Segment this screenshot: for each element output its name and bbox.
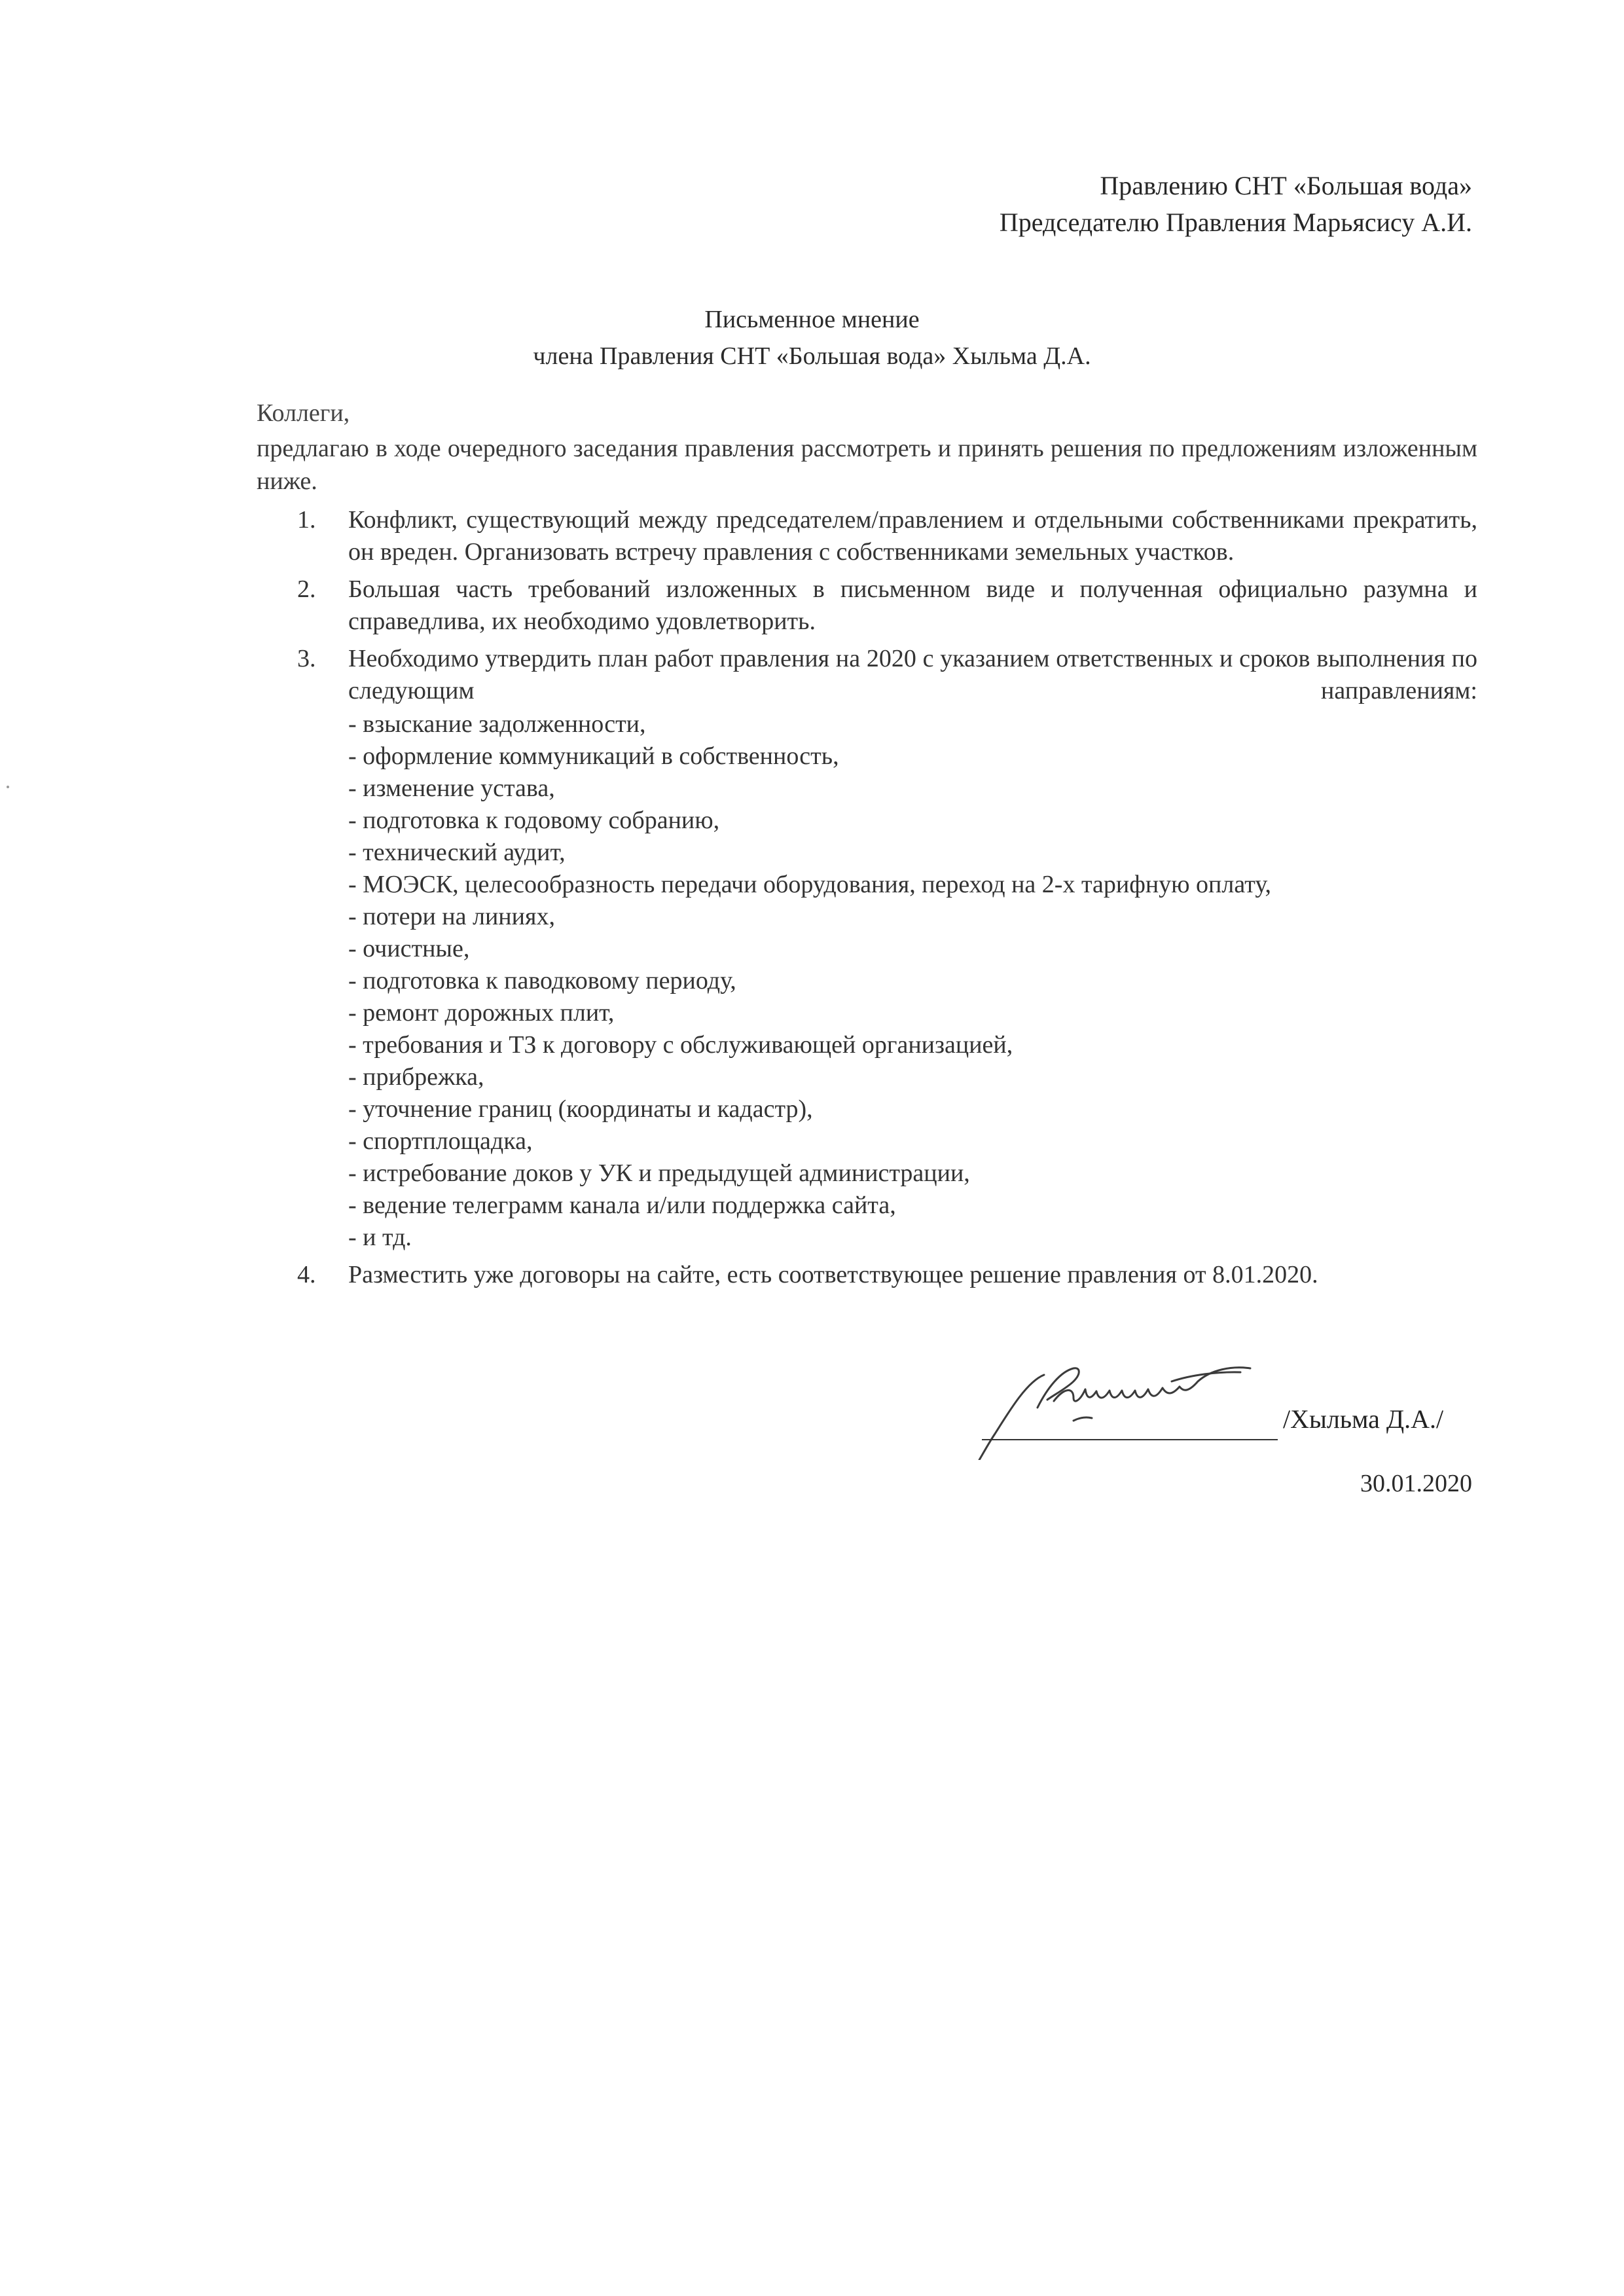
- direction-item: - потери на линиях,: [348, 903, 555, 930]
- proposal-text: Разместить уже договоры на сайте, есть соответствующее решение правления от 8.01.2020.: [348, 1261, 1318, 1288]
- proposal-item-1: [257, 504, 1477, 568]
- direction-item: - подготовка к паводковому периоду,: [348, 967, 736, 994]
- proposal-number: 3.: [297, 645, 316, 672]
- direction-item: - ведение телеграмм канала и/или поддержка сайта,: [348, 1192, 896, 1219]
- proposal-item-4: [257, 1259, 1477, 1291]
- proposal-item-3: [257, 643, 1477, 1254]
- addressee-line-2: Председателю Правления Марьясису А.И.: [999, 208, 1472, 237]
- signer-name: /Хыльма Д.А./: [1283, 1404, 1444, 1434]
- direction-item: - прибрежка,: [348, 1063, 484, 1091]
- proposal-text: Необходимо утвердить план работ правления на 2020 с указанием ответственных и сроков выполнения по следующим направлениям:: [348, 645, 1477, 704]
- direction-item: - уточнение границ (координаты и кадастр),: [348, 1095, 813, 1123]
- direction-item: - и тд.: [348, 1224, 412, 1251]
- proposal-item-2: [257, 574, 1477, 638]
- direction-item: - истребование доков у УК и предыдущей администрации,: [348, 1159, 970, 1187]
- direction-item: - технический аудит,: [348, 839, 566, 866]
- handwritten-signature: [975, 1336, 1316, 1460]
- scan-speck: [7, 786, 9, 788]
- document-title-line-1: Письменное мнение: [704, 306, 920, 333]
- direction-item: - МОЭСК, целесообразность передачи оборудования, переход на 2-х тарифную оплату,: [348, 871, 1272, 898]
- document-title-line-2: члена Правления СНТ «Большая вода» Хыльма Д.А.: [533, 342, 1091, 370]
- proposal-number: 4.: [297, 1261, 316, 1288]
- addressee-line-1: Правлению СНТ «Большая вода»: [1100, 171, 1472, 200]
- direction-item: - взыскание задолженности,: [348, 710, 646, 738]
- document-title: [0, 301, 1624, 374]
- direction-item: - ремонт дорожных плит,: [348, 999, 615, 1027]
- direction-item: - подготовка к годовому собранию,: [348, 807, 720, 834]
- proposals-list: [257, 504, 1477, 1296]
- proposal-number: 2.: [297, 575, 316, 603]
- proposal-text: Конфликт, существующий между председателем/правлением и отдельными собственниками прекратить, он вреден. Организовать встречу правления с собственниками земельных участков.: [348, 506, 1477, 566]
- direction-item: - спортплощадка,: [348, 1127, 533, 1155]
- intro-paragraph: предлагаю в ходе очередного заседания правления рассмотреть и принять решения по предложениям изложенным ниже.: [257, 435, 1477, 495]
- greeting: Коллеги,: [257, 399, 350, 427]
- signature-line: [982, 1439, 1278, 1440]
- direction-item: - изменение устава,: [348, 774, 555, 802]
- directions-list: [348, 708, 1477, 1254]
- direction-item: - оформление коммуникаций в собственность,: [348, 742, 839, 770]
- proposal-number: 1.: [297, 506, 316, 534]
- addressee-block: [1000, 168, 1472, 241]
- signature-date: 30.01.2020: [1360, 1470, 1472, 1497]
- proposal-text: Большая часть требований изложенных в письменном виде и полученная официально разумна и справедлива, их необходимо удовлетворить.: [348, 575, 1477, 635]
- direction-item: - очистные,: [348, 935, 470, 962]
- direction-item: - требования и ТЗ к договору с обслуживающей организацией,: [348, 1031, 1013, 1059]
